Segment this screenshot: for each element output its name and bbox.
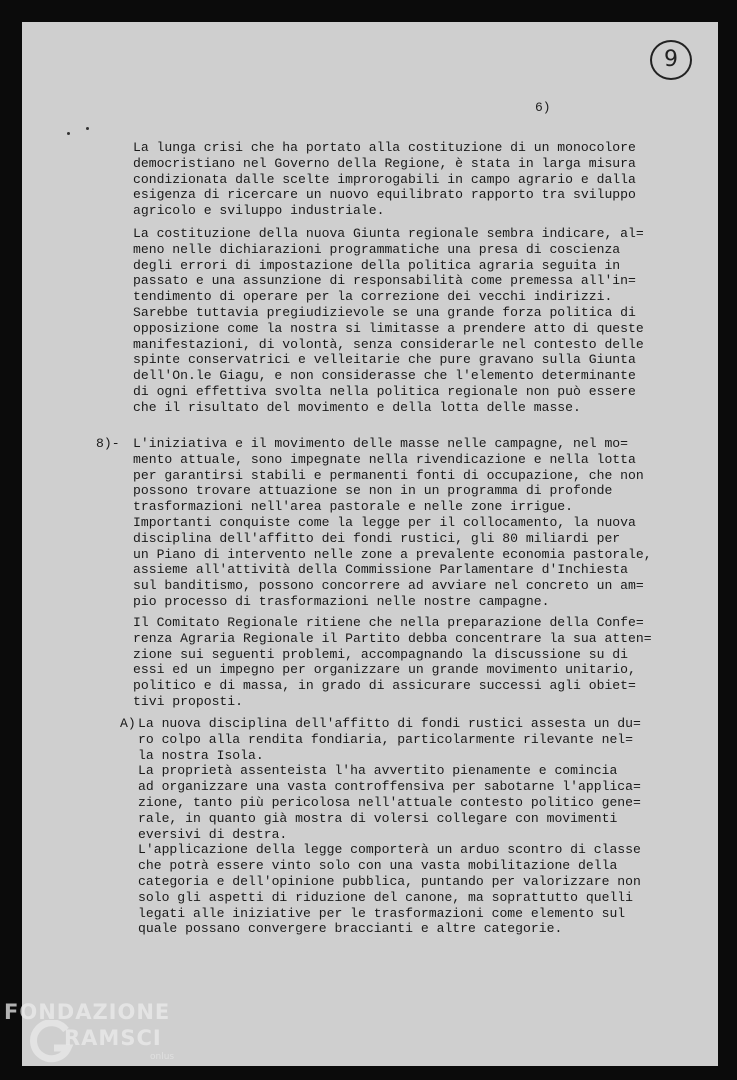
text-line: ad organizzare una vasta controffensiva per sabotarne l'applica= [138, 779, 641, 795]
text-line: legati alle iniziative per le trasformazioni come elemento sul [138, 905, 626, 921]
text-line: agricolo e sviluppo industriale. [133, 203, 385, 219]
paragraph-2 [133, 226, 644, 416]
text-line: La lunga crisi che ha portato alla costituzione di un monocolore [133, 140, 636, 155]
text-line: opposizione come la nostra si limitasse a prendere atto di queste [133, 320, 644, 336]
text-line: Importanti conquiste come la legge per il collocamento, la nuova [133, 514, 636, 530]
page-number: 6) [535, 100, 551, 115]
speck-mark [86, 127, 89, 130]
text-line: di ogni effettiva svolta nella politica regionale non può essere [133, 383, 636, 399]
paragraph-3 [133, 436, 652, 610]
text-line: solo gli aspetti di riduzione del canone, ma soprattutto quelli [138, 889, 634, 905]
text-line: La nuova disciplina dell'affitto di fondi rustici assesta un du= [138, 716, 641, 731]
paragraph-1 [133, 140, 636, 219]
text-line: tendimento di operare per la correzione dei vecchi indirizzi. [133, 289, 613, 305]
watermark-suffix: onlus [150, 1052, 175, 1062]
text-line: democristiano nel Governo della Regione, è stata in larga misura [133, 155, 636, 171]
text-line: disciplina dell'affitto dei fondi rustici, gli 80 miliardi per [133, 530, 621, 546]
text-line: quale possano convergere braccianti e altre categorie. [138, 921, 563, 937]
text-line: possono trovare attuazione se non in un programma di profonde [133, 483, 613, 499]
text-line: trasformazioni nell'area pastorale e nelle zone irrigue. [133, 499, 574, 515]
text-line: assieme all'attività della Commissione Parlamentare d'Inchiesta [133, 562, 629, 578]
text-line: eversivi di destra. [138, 826, 288, 842]
text-line: politico e di massa, in grado di assicurare successi agli obiet= [133, 678, 636, 694]
circled-page-number: 9 [650, 40, 692, 80]
text-line: meno nelle dichiarazioni programmatiche una presa di coscienza [133, 241, 621, 257]
paragraph-5 [138, 716, 641, 937]
text-line: La costituzione della nuova Giunta regionale sembra indicare, al= [133, 226, 644, 241]
text-line: condizionata dalle scelte improrogabili in campo agrario e dalla [133, 171, 636, 187]
text-line: manifestazioni, di volontà, senza considerarle nel contesto delle [133, 336, 644, 352]
text-line: zione sui seguenti problemi, accompagnando la discussione su di [133, 646, 629, 662]
text-line: la nostra Isola. [138, 747, 264, 763]
watermark-line2: RAMSCI [64, 1026, 162, 1050]
speck-mark [67, 132, 70, 135]
text-line: degli errori di impostazione della politica agraria seguita in [133, 257, 621, 273]
text-line: ro colpo alla rendita fondiaria, particolarmente rilevante nel= [138, 731, 634, 747]
text-line: categoria e dell'opinione pubblica, puntando per valorizzare non [138, 873, 641, 889]
section-marker-8: 8)- [96, 436, 120, 451]
text-line: zione, tanto più pericolosa nell'attuale contesto politico gene= [138, 794, 641, 810]
paragraph-4 [133, 615, 652, 710]
text-line: dell'On.le Giagu, e non considerasse che l'elemento determinante [133, 368, 636, 384]
text-line: che il risultato del movimento e della lotta delle masse. [133, 399, 581, 415]
list-marker-a: A) [120, 716, 136, 731]
text-line: Il Comitato Regionale ritiene che nella preparazione della Confe= [133, 615, 644, 630]
text-line: che potrà essere vinto solo con una vasta mobilitazione della [138, 858, 618, 874]
text-line: L'applicazione della legge comporterà un arduo scontro di classe [138, 842, 641, 858]
text-line: un Piano di intervento nelle zone a prevalente economia pastorale, [133, 546, 652, 562]
text-line: spinte conservatrici e velleitarie che pure gravano sulla Giunta [133, 352, 636, 368]
fondazione-gramsci-watermark [4, 1000, 194, 1080]
text-line: esigenza di ricercare un nuovo equilibrato rapporto tra sviluppo [133, 187, 636, 203]
text-line: tivi proposti. [133, 693, 244, 709]
text-line: Sarebbe tuttavia pregiudizievole se una grande forza politica di [133, 304, 636, 320]
text-line: mento attuale, sono impegnate nella rivendicazione e nella lotta [133, 451, 636, 467]
text-line: per garantirsi stabili e permanenti fonti di occupazione, che non [133, 467, 644, 483]
text-line: essi ed un impegno per organizzare un grande movimento unitario, [133, 662, 636, 678]
text-line: La proprietà assenteista l'ha avvertito pienamente e comincia [138, 763, 618, 779]
text-line: sul banditismo, possono concorrere ad avviare nel concreto un am= [133, 578, 644, 594]
text-line: rale, in quanto già mostra di volersi collegare con movimenti [138, 810, 618, 826]
text-line: passato e una assunzione di responsabilità come premessa all'in= [133, 273, 636, 289]
watermark-line1: FONDAZIONE [4, 1000, 171, 1024]
text-line: L'iniziativa e il movimento delle masse nelle campagne, nel mo= [133, 436, 629, 451]
text-line: pio processo di trasformazioni nelle nostre campagne. [133, 593, 550, 609]
text-line: renza Agraria Regionale il Partito debba concentrare la sua atten= [133, 630, 652, 646]
